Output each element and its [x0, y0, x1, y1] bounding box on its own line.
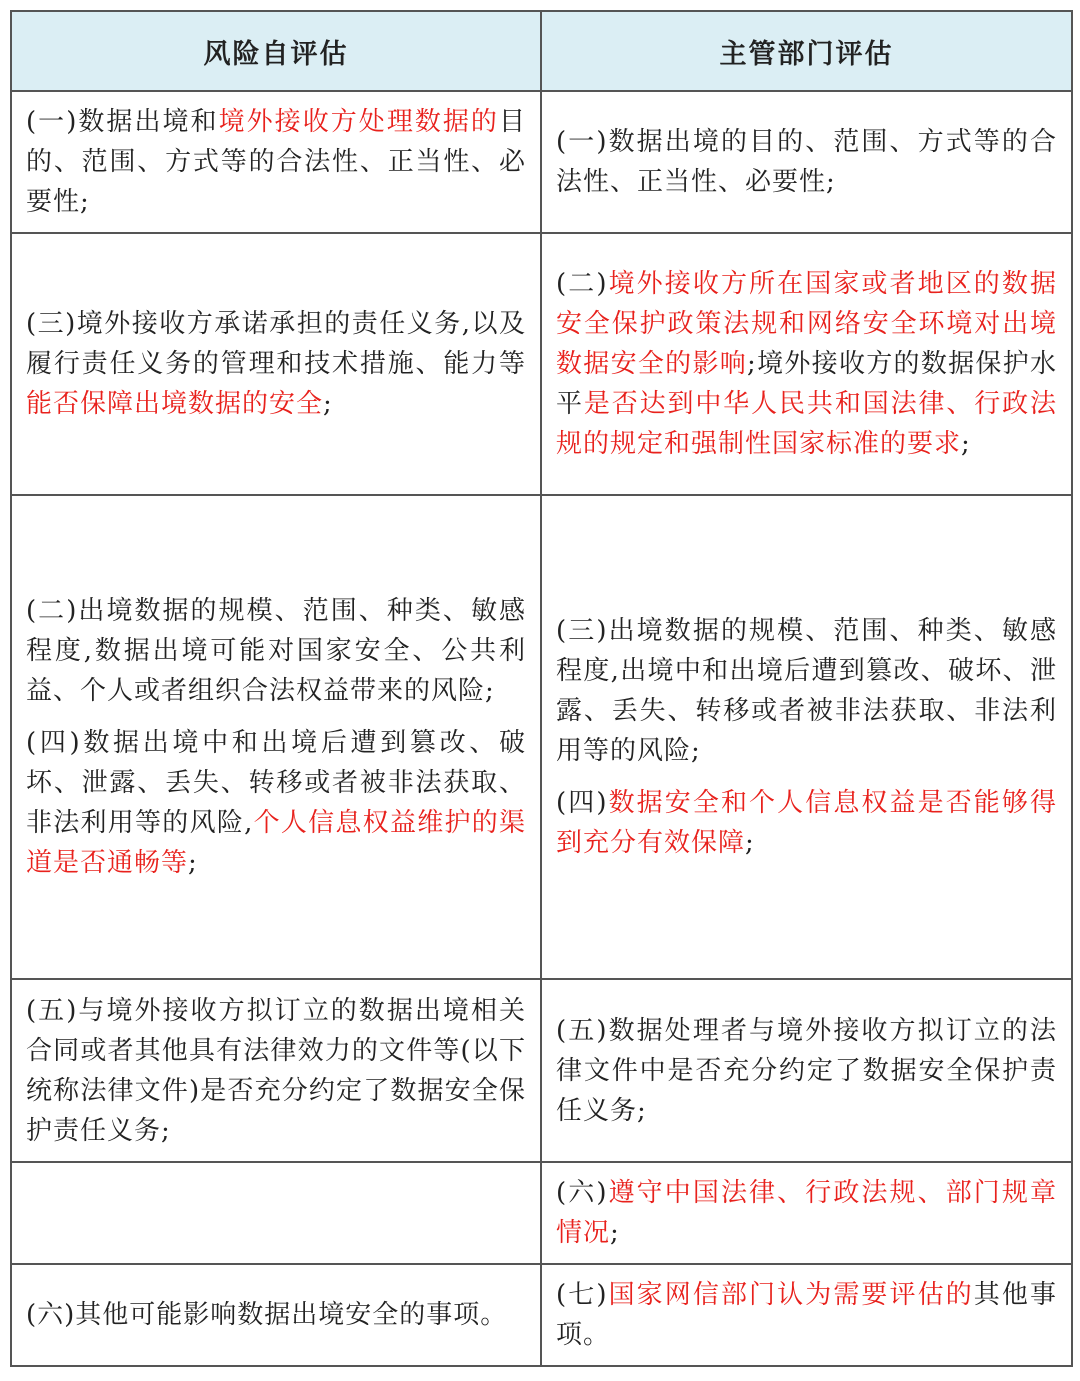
table-row	[11, 979, 1072, 1162]
row-2-self-cell	[11, 233, 541, 495]
body-text: ;	[961, 429, 971, 459]
body-text: (二)出境数据的规模、范围、种类、敏感程度,数据出境可能对国家安全、公共利益、个人或者组织合法权益带来的风险;	[26, 596, 526, 706]
body-text: 目的、范围、方式等的合法性、正当性、必要性;	[26, 107, 526, 217]
body-text: (一)数据出境和	[26, 107, 219, 137]
table-row	[11, 495, 1072, 979]
cell-paragraph	[556, 264, 1057, 464]
table-row	[11, 91, 1072, 233]
body-text: (七)	[556, 1280, 608, 1310]
cell-paragraph	[26, 1295, 526, 1335]
row-4-authority-cell	[541, 979, 1072, 1162]
row-3-self-cell	[11, 495, 541, 979]
row-2-authority-cell	[541, 233, 1072, 495]
row-6-self-cell	[11, 1264, 541, 1366]
highlighted-text: 遵守中国法律、行政法规、部门规章情况	[556, 1178, 1057, 1248]
body-text: (三)境外接收方承诺承担的责任义务,以及履行责任义务的管理和技术措施、能力等	[26, 309, 526, 379]
cell-paragraph	[26, 102, 526, 222]
body-text: (六)	[556, 1178, 608, 1208]
highlighted-text: 个人信息权益维护的渠道是否通畅等	[26, 808, 526, 878]
header-self-assessment: 风险自评估	[11, 11, 541, 91]
body-text: ;境外接收方的数据保护水平	[556, 349, 1057, 419]
body-text: (一)数据出境的目的、范围、方式等的合法性、正当性、必要性;	[556, 127, 1057, 197]
body-text: 其他事项。	[556, 1280, 1057, 1350]
row-5-authority-cell	[541, 1162, 1072, 1264]
row-1-self-cell	[11, 91, 541, 233]
cell-paragraph	[26, 304, 526, 424]
comparison-table	[10, 10, 1073, 1367]
highlighted-text: 境外接收方处理数据的	[218, 107, 499, 137]
body-text: ;	[188, 848, 198, 878]
body-text: (四)数据出境中和出境后遭到篡改、破坏、泄露、丢失、转移或者被非法获取、非法利用等的风险,	[26, 728, 526, 838]
cell-paragraph	[26, 991, 526, 1151]
highlighted-text: 是否达到中华人民共和国法律、行政法规的规定和强制性国家标准的要求	[556, 389, 1057, 459]
body-text: (六)其他可能影响数据出境安全的事项。	[26, 1300, 508, 1330]
cell-paragraph	[556, 611, 1057, 771]
cell-paragraph	[26, 723, 526, 883]
table-header-row	[11, 11, 1072, 91]
body-text: (二)	[556, 269, 608, 299]
cell-paragraph	[556, 1011, 1057, 1131]
cell-paragraph	[556, 783, 1057, 863]
body-text: ;	[745, 828, 755, 858]
header-authority-assessment: 主管部门评估	[541, 11, 1072, 91]
row-5-self-cell	[11, 1162, 541, 1264]
table-row	[11, 1162, 1072, 1264]
table-row	[11, 1264, 1072, 1366]
highlighted-text: 能否保障出境数据的安全	[26, 389, 324, 419]
highlighted-text: 国家网信部门认为需要评估的	[607, 1280, 974, 1310]
body-text: (四)	[556, 788, 608, 818]
highlighted-text: 数据安全和个人信息权益是否能够得到充分有效保障	[556, 788, 1057, 858]
body-text: (五)与境外接收方拟订立的数据出境相关合同或者其他具有法律效力的文件等(以下统称法律文件)是否充分约定了数据安全保护责任义务;	[26, 995, 526, 1146]
body-text: (三)出境数据的规模、范围、种类、敏感程度,出境中和出境后遭到篡改、破坏、泄露、丢失、转移或者被非法获取、非法利用等的风险;	[556, 616, 1057, 766]
row-1-authority-cell	[541, 91, 1072, 233]
body-text: ;	[610, 1218, 620, 1248]
cell-paragraph	[26, 591, 526, 711]
table-row	[11, 233, 1072, 495]
row-4-self-cell	[11, 979, 541, 1162]
body-text: (五)数据处理者与境外接收方拟订立的法律文件中是否充分约定了数据安全保护责任义务;	[556, 1015, 1057, 1126]
body-text: ;	[323, 389, 333, 419]
cell-paragraph	[556, 1173, 1057, 1253]
cell-paragraph	[556, 122, 1057, 202]
highlighted-text: 境外接收方所在国家或者地区的数据安全保护政策法规和网络安全环境对出境数据安全的影响	[556, 269, 1057, 379]
cell-paragraph	[556, 1275, 1057, 1355]
row-6-authority-cell	[541, 1264, 1072, 1366]
row-3-authority-cell	[541, 495, 1072, 979]
